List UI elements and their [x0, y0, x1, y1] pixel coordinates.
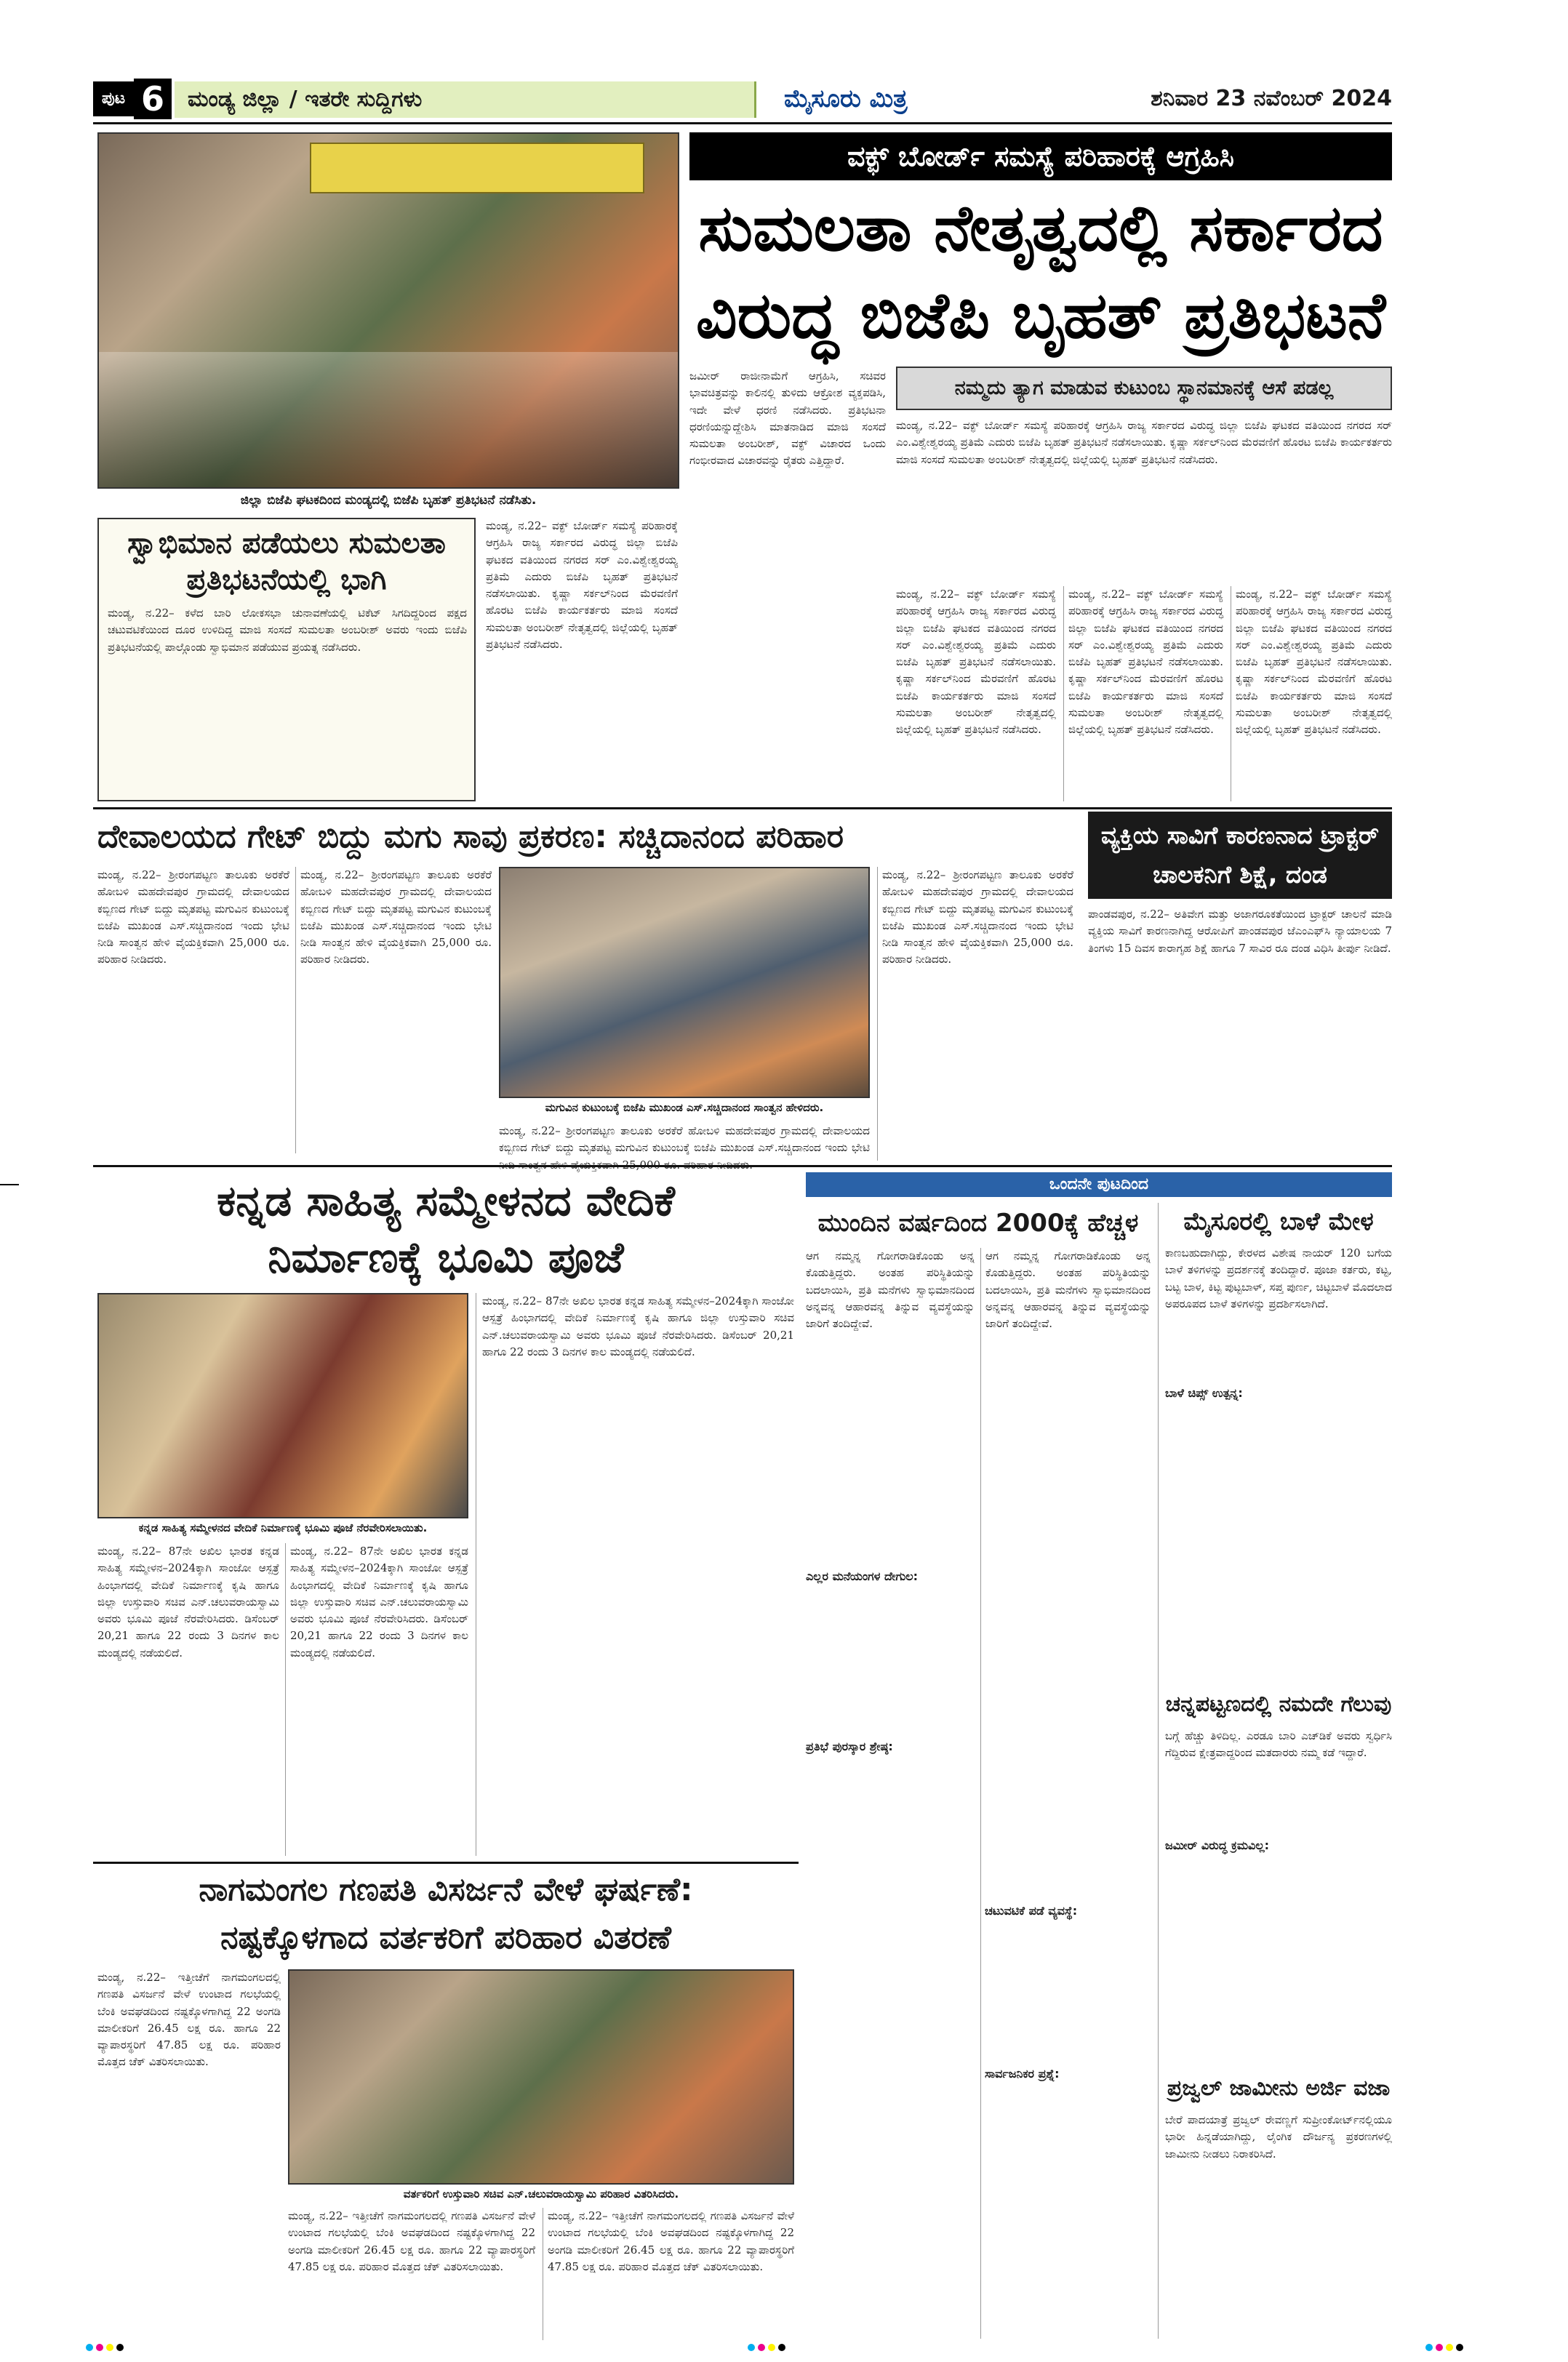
- sahitya-body-col2: ಮಂಡ್ಯ, ನ.22– 87ನೇ ಅಖಿಲ ಭಾರತ ಕನ್ನಡ ಸಾಹಿತ್ಯ ಸಮ್ಮೇಳನ–2024ಕ್ಕಾಗಿ ಸಾಂಜೋ ಆಸ್ಪತ್ರೆ ಹಿಂಭಾಗದಲ್ಲಿ ವೇದಿಕೆ ನಿರ್ಮಾಣಕ್ಕೆ ಕೃಷಿ ಹಾಗೂ ಜಿಲ್ಲಾ ಉಸ್ತುವಾರಿ ಸಚಿವ ಎನ್.ಚಲುವರಾಯಸ್ವಾಮಿ ಅವರು ಭೂಮಿ ಪೂಜೆ ನೆರವೇರಿಸಿದರು. ಡಿಸೆಂಬರ್ 20,21 ಹಾಗೂ 22 ರಂದು 3 ದಿನಗಳ ಕಾಲ ಮಂಡ್ಯದಲ್ಲಿ ನಡೆಯಲಿದೆ.: [285, 1543, 468, 1856]
- registration-marks-right: [1425, 2340, 1498, 2352]
- tractor-title: ವ್ಯಕ್ತಿಯ ಸಾವಿಗೆ ಕಾರಣನಾದ ಟ್ರಾಕ್ಟರ್ ಚಾಲಕನಿಗೆ ಶಿಕ್ಷೆ, ದಂಡ: [1100, 821, 1380, 889]
- side-story-body: ಮಂಡ್ಯ, ನ.22– ಕಳೆದ ಬಾರಿ ಲೋಕಸಭಾ ಚುನಾವಣೆಯಲ್ಲಿ ಟಿಕೆಟ್ ಸಿಗದಿದ್ದರಿಂದ ಪಕ್ಷದ ಚಟುವಟಿಕೆಯಿಂದ ದೂರ ಉಳಿದಿದ್ದ ಮಾಜಿ ಸಂಸದೆ ಸುಮಲತಾ ಅಂಬರೀಶ್ ಅವರು ಇಂದು ಬಿಜೆಪಿ ಪ್ರತಿಭಟನೆಯಲ್ಲಿ ಪಾಲ್ಗೊಂಡು ಸ್ವಾಭಿಮಾನ ಪಡೆಯುವ ಪ್ರಯತ್ನ ನಡೆಸಿದರು.: [108, 606, 467, 654]
- flash-story3-body: ಬಗ್ಗೆ ಹೆಚ್ಚು ತಿಳಿದಿಲ್ಲ. ಎರಡೂ ಬಾರಿ ಎಚ್‌ಡಿಕೆ ಅವರು ಸ್ವರ್ಧಿಸಿ ಗೆದ್ದಿರುವ ಕ್ಷೇತ್ರವಾದ್ದರಿಂದ ಮತದಾರರು ನಮ್ಮ ಕಡೆ ಇದ್ದಾರೆ.: [1165, 1729, 1392, 1760]
- flash-divider: [1158, 1203, 1159, 2339]
- lead-col-left: ಜಮೀರ್ ರಾಜೀನಾಮೆಗೆ ಆಗ್ರಹಿಸಿ, ಸಚಿವರ ಭಾವಚಿತ್ರವನ್ನು ಕಾಲಿನಲ್ಲಿ ತುಳಿದು ಆಕ್ರೋಶ ವ್ಯಕ್ತಪಡಿಸಿ, ಇದೇ ವೇಳೆ ಧರಣಿ ನಡೆಸಿದರು. ಪ್ರತಿಭಟನಾ ಧರಣಿಯನ್ನುದ್ದೇಶಿಸಿ ಮಾತನಾಡಿದ ಮಾಜಿ ಸಂಸದೆ ಸುಮಲತಾ ಅಂಬರೀಶ್, ವಕ್ಫ್ ವಿಚಾರದ ಒಂದು ಗಂಭೀರವಾದ ವಿಚಾರವನ್ನು ರೈತರು ಎತ್ತಿದ್ದಾರೆ.: [689, 369, 886, 468]
- section-rule-1: [93, 807, 1392, 809]
- flash-story1-subhead1: ಎಲ್ಲರ ಮನೆಯಂಗಳ ದೇಗುಲ:: [806, 1569, 975, 1588]
- flash-story2-title: ಮೈಸೂರಲ್ಲಿ ಬಾಳೆ ಮೇಳ: [1183, 1207, 1374, 1236]
- flash-story1-col1: ಆಗ ನಮ್ಮನ್ನ ಗೋಗರಾಡಿಕೊಂಡು ಅನ್ನ ಕೊಡುತ್ತಿದ್ದರು. ಅಂತಹ ಪರಿಸ್ಥಿತಿಯನ್ನು ಬದಲಾಯಿಸಿ, ಪ್ರತಿ ಮನೆಗಳು ಸ್ವಾಭಿಮಾನದಿಂದ ಅನ್ನವನ್ನ ಆಹಾರವನ್ನ ತಿನ್ನುವ ವ್ಯವಸ್ಥೆಯನ್ನು ಜಾರಿಗೆ ತಂದಿದ್ದೇವೆ.: [806, 1249, 975, 1330]
- flash-story3-subhead: ಜಮೀರ್ ವಿರುದ್ಧ ಕ್ರಮವಿಲ್ಲ:: [1165, 1838, 1392, 1857]
- flash-story1-subhead3: ಚಟುವಟಿಕೆ ಪಡೆ ವ್ಯವಸ್ಥೆ:: [985, 1904, 1151, 1923]
- lead-title-line1: ಸುಮಲತಾ ನೇತೃತ್ವದಲ್ಲಿ ಸರ್ಕಾರದ: [698, 191, 1383, 265]
- flashback-banner-text: ಒಂದನೇ ಪುಟದಿಂದ: [1049, 1175, 1149, 1193]
- lead-kicker: ವಕ್ಫ್ ಬೋರ್ಡ್ ಸಮಸ್ಯೆ ಪರಿಹಾರಕ್ಕೆ ಆಗ್ರಹಿಸಿ: [847, 140, 1234, 172]
- page-label-box: [93, 81, 134, 116]
- temple-photo: [499, 867, 870, 1098]
- temple-body-col3: ಮಂಡ್ಯ, ನ.22– ಶ್ರೀರಂಗಪಟ್ಟಣ ತಾಲೂಕು ಅರಕೆರೆ ಹೋಬಳಿ ಮಹದೇವಪುರ ಗ್ರಾಮದಲ್ಲಿ ದೇವಾಲಯದ ಕಬ್ಬಿಣದ ಗೇಟ್ ಬಿದ್ದು ಮೃತಪಟ್ಟ ಮಗುವಿನ ಕುಟುಂಬಕ್ಕೆ ಬಿಜೆಪಿ ಮುಖಂಡ ಎಸ್.ಸಚ್ಚಿದಾನಂದ ಇಂದು ಭೇಟಿ: [499, 1124, 870, 1155]
- nagamangala-body-col3: ಮಂಡ್ಯ, ನ.22– ಇತ್ತೀಚೆಗೆ ನಾಗಮಂಗಲದಲ್ಲಿ ಗಣಪತಿ ವಿಸರ್ಜನೆ ವೇಳೆ ಉಂಟಾದ ಗಲಭೆಯಲ್ಲಿ ಬೆಂಕಿ ಅವಘಡದಿಂದ ನಷ್ಟಕ್ಕೊಳಗಾಗಿದ್ದ 22 ಅಂಗಡಿ ಮಾಲೀಕರಿಗೆ 26.45 ಲಕ್ಷ ರೂ. ಹಾಗೂ 22 ವ್ಯಾಪಾರಸ್ಥರಿಗೆ 47.85 ಲಕ್ಷ ರೂ. ಪರಿಹಾರ ಮೊತ್ತದ ಚೆಕ್ ವಿತರಿಸಲಾಯಿತು.: [543, 2208, 794, 2340]
- section-rule-3: [93, 1862, 799, 1864]
- sahitya-photo-caption: ಕನ್ನಡ ಸಾಹಿತ್ಯ ಸಮ್ಮೇಳನದ ವೇದಿಕೆ ನಿರ್ಮಾಣಕ್ಕೆ ಭೂಮಿ ಪೂಜೆ ನೆರವೇರಿಸಲಾಯಿತು.: [138, 1521, 428, 1534]
- registration-marks-center: [748, 2340, 820, 2352]
- side-story-title: ಸ್ವಾಭಿಮಾನ ಪಡೆಯಲು ಸುಮಲತಾ ಪ್ರತಿಭಟನೆಯಲ್ಲಿ ಭಾಗಿ: [127, 527, 446, 596]
- nagamangala-body-col1: ಮಂಡ್ಯ, ನ.22– ಇತ್ತೀಚೆಗೆ ನಾಗಮಂಗಲದಲ್ಲಿ ಗಣಪತಿ ವಿಸರ್ಜನೆ ವೇಳೆ ಉಂಟಾದ ಗಲಭೆಯಲ್ಲಿ ಬೆಂಕಿ ಅವಘಡದಿಂದ ನಷ್ಟಕ್ಕೊಳಗಾಗಿದ್ದ 22 ಅಂಗಡಿ ಮಾಲೀಕರಿಗೆ 26.45 ಲಕ್ಷ ರೂ. ಹಾಗೂ 22 ವ್ಯಾಪಾರಸ್ಥರಿಗೆ 47.85 ಲಕ್ಷ ರೂ. ಪರಿಹಾರ ಮೊತ್ತದ ಚೆಕ್ ವಿತರಿಸಲಾಯಿತು.: [97, 1971, 281, 2069]
- paper-name: ಮೈಸೂರು ಮಿತ್ರ: [784, 84, 908, 113]
- lead-quote: ನಮ್ಮದು ತ್ಯಾಗ ಮಾಡುವ ಕುಟುಂಬ ಸ್ಥಾನಮಾನಕ್ಕೆ ಆಸೆ ಪಡಲ್ಲ: [954, 377, 1334, 399]
- tractor-title-box: [1088, 812, 1392, 899]
- section-title: ಮಂಡ್ಯ ಜಿಲ್ಲಾ / ಇತರೇ ಸುದ್ದಿಗಳು: [188, 87, 423, 112]
- flash-story1-col2: ಆಗ ನಮ್ಮನ್ನ ಗೋಗರಾಡಿಕೊಂಡು ಅನ್ನ ಕೊಡುತ್ತಿದ್ದರು. ಅಂತಹ ಪರಿಸ್ಥಿತಿಯನ್ನು ಬದಲಾಯಿಸಿ, ಪ್ರತಿ ಮನೆಗಳು ಸ್ವಾಭಿಮಾನದಿಂದ ಅನ್ನವನ್ನ ಆಹಾರವನ್ನ ತಿನ್ನುವ ವ್ಯವಸ್ಥೆಯನ್ನು ಜಾರಿಗೆ ತಂದಿದ್ದೇವೆ.: [980, 1248, 1151, 2339]
- flash-story1-subhead4: ಸಾರ್ವಜನಿಕರ ಪ್ರಶ್ನೆ:: [985, 2067, 1151, 2086]
- lead-photo-banner-graphic: [310, 143, 644, 193]
- flash-story1-subhead2: ಪ್ರತಿಭೆ ಪುರಸ್ಕಾರ ಶ್ರೇಷ್ಠ:: [806, 1740, 975, 1758]
- page-number-box: [134, 79, 172, 119]
- flash-story2-body: ಕಾಣಬಹುದಾಗಿದ್ದು, ಕೇರಳದ ವಿಶೇಷ ನಾಯರ್ 120 ಬಗೆಯ ಬಾಳೆ ತಳಿಗಳನ್ನು ಪ್ರದರ್ಶನಕ್ಕೆ ತಂದಿದ್ದಾರೆ. ಪೂಜಾ ಕರ್ತರು, ಕಟ್ಟ, ಬಟ್ಟ ಬಾಳ, ಕಿಟ್ಟ ಪುಟ್ಟಬಾಳ್, ಸಪ್ತ ಪುರ್ಣ, ಚಿಟ್ಟಬಾಳೆ ಮೊದಲಾದ ಅಪರೂಪದ ಬಾಳೆ ತಳಿಗಳನ್ನು ಪ್ರದರ್ಶಿಸಲಾಗಿದೆ.: [1165, 1246, 1392, 1310]
- temple-body-col2: ಮಂಡ್ಯ, ನ.22– ಶ್ರೀರಂಗಪಟ್ಟಣ ತಾಲೂಕು ಅರಕೆರೆ ಹೋಬಳಿ ಮಹದೇವಪುರ ಗ್ರಾಮದಲ್ಲಿ ದೇವಾಲಯದ ಕಬ್ಬಿಣದ ಗೇಟ್ ಬಿದ್ದು ಮೃತಪಟ್ಟ ಮಗುವಿನ ಕುಟುಂಬಕ್ಕೆ ಬಿಜೆಪಿ ಮುಖಂಡ ಎಸ್.ಸಚ್ಚಿದಾನಂದ ಇಂದು ಭೇಟಿ ನೀಡಿ ಸಾಂತ್ವನ ಹೇಳಿ ವೈಯಕ್ತಿಕವಾಗಿ 25,000 ರೂ. ಪರಿಹಾರ ನೀಡಿದರು.: [295, 867, 492, 1153]
- nagamangala-photo-caption: ವರ್ತಕರಿಗೆ ಉಸ್ತುವಾರಿ ಸಚಿವ ಎನ್.ಚಲುವರಾಯಸ್ವಾಮಿ ಪರಿಹಾರ ವಿತರಿಸಿದರು.: [403, 2187, 679, 2201]
- lead-photo: [97, 132, 679, 489]
- lead-kicker-box: [689, 132, 1392, 180]
- flash-story3-title: ಚನ್ನಪಟ್ಟಣದಲ್ಲಿ ನಮದೇ ಗೆಲುವು: [1165, 1692, 1392, 1717]
- masthead-rule: [93, 122, 1392, 124]
- nagamangala-body-col2: ಮಂಡ್ಯ, ನ.22– ಇತ್ತೀಚೆಗೆ ನಾಗಮಂಗಲದಲ್ಲಿ ಗಣಪತಿ ವಿಸರ್ಜನೆ ವೇಳೆ ಉಂಟಾದ ಗಲಭೆಯಲ್ಲಿ ಬೆಂಕಿ ಅವಘಡದಿಂದ ನಷ್ಟಕ್ಕೊಳಗಾಗಿದ್ದ 22 ಅಂಗಡಿ ಮಾಲೀಕರಿಗೆ 26.45 ಲಕ್ಷ ರೂ. ಹಾಗೂ 22 ವ್ಯಾಪಾರಸ್ಥರಿಗೆ 47.85 ಲಕ್ಷ ರೂ. ಪರಿಹಾರ ಮೊತ್ತದ ಚೆಕ್ ವಿತರಿಸಲಾಯಿತು.: [288, 2209, 535, 2273]
- lead-quote-box: [896, 367, 1392, 410]
- lead-quote-body: ಮಂಡ್ಯ, ನ.22– ವಕ್ಫ್ ಬೋರ್ಡ್ ಸಮಸ್ಯೆ ಪರಿಹಾರಕ್ಕೆ ಆಗ್ರಹಿಸಿ ರಾಜ್ಯ ಸರ್ಕಾರದ ವಿರುದ್ಧ ಜಿಲ್ಲಾ ಬಿಜೆಪಿ ಘಟಕದ ವತಿಯಿಂದ ನಗರದ ಸರ್ ಎಂ.ವಿಶ್ವೇಶ್ವರಯ್ಯ ಪ್ರತಿಮೆ ಎದುರು ಬಿಜೆಪಿ ಬೃಹತ್ ಪ್ರತಿಭಟನೆ ನಡೆಸಲಾಯಿತು. ಕೃಷ್ಣಾ ಸರ್ಕಲ್‌ನಿಂದ ಮೆರವಣಿಗೆ ಹೊರಟ ಬಿಜೆಪಿ ಕಾರ್ಯಕರ್ತರು ಮಾಜಿ ಸಂಸದೆ ಸುಮಲತಾ ಅಂಬರೀಶ್ ನೇತೃತ್ವದಲ್ಲಿ ಜಿಲ್ಲೆಯಲ್ಲಿ ಬೃಹತ್ ಪ್ರತಿಭಟನೆ ನಡೆಸಿದರು.: [896, 419, 1392, 466]
- sahitya-title-line2: ನಿರ್ಮಾಣಕ್ಕೆ ಭೂಮಿ ಪೂಜೆ: [268, 1233, 624, 1282]
- side-story-box: [97, 518, 476, 801]
- flash-story4-title: ಪ್ರಜ್ವಲ್ ಜಾಮೀನು ಅರ್ಜಿ ವಜಾ: [1167, 2075, 1391, 2101]
- lead-body-col-b: ಮಂಡ್ಯ, ನ.22– ವಕ್ಫ್ ಬೋರ್ಡ್ ಸಮಸ್ಯೆ ಪರಿಹಾರಕ್ಕೆ ಆಗ್ರಹಿಸಿ ರಾಜ್ಯ ಸರ್ಕಾರದ ವಿರುದ್ಧ ಜಿಲ್ಲಾ ಬಿಜೆಪಿ ಘಟಕದ ವತಿಯಿಂದ ನಗರದ ಸರ್ ಎಂ.ವಿಶ್ವೇಶ್ವರಯ್ಯ ಪ್ರತಿಮೆ ಎದುರು ಬಿಜೆಪಿ ಬೃಹತ್ ಪ್ರತಿಭಟನೆ ನಡೆಸಲಾಯಿತು. ಕೃಷ್ಣಾ ಸರ್ಕಲ್‌ನಿಂದ ಮೆರವಣಿಗೆ ಹೊರಟ ಬಿಜೆಪಿ ಕಾರ್ಯಕರ್ತರು ಮಾಜಿ ಸಂಸದೆ ಸುಮಲತಾ ಅಂಬರೀಶ್ ನೇತೃತ್ವದಲ್ಲಿ ಜಿಲ್ಲೆಯಲ್ಲಿ ಬೃಹತ್ ಪ್ರತಿಭಟನೆ ನಡೆಸಿದರು.: [1063, 586, 1223, 801]
- page-number: 6: [140, 79, 164, 119]
- lead-body-col-c: ಮಂಡ್ಯ, ನ.22– ವಕ್ಫ್ ಬೋರ್ಡ್ ಸಮಸ್ಯೆ ಪರಿಹಾರಕ್ಕೆ ಆಗ್ರಹಿಸಿ ರಾಜ್ಯ ಸರ್ಕಾರದ ವಿರುದ್ಧ ಜಿಲ್ಲಾ ಬಿಜೆಪಿ ಘಟಕದ ವತಿಯಿಂದ ನಗರದ ಸರ್ ಎಂ.ವಿಶ್ವೇಶ್ವರಯ್ಯ ಪ್ರತಿಮೆ ಎದುರು ಬಿಜೆಪಿ ಬೃಹತ್ ಪ್ರತಿಭಟನೆ ನಡೆಸಲಾಯಿತು. ಕೃಷ್ಣಾ ಸರ್ಕಲ್‌ನಿಂದ ಮೆರವಣಿಗೆ ಹೊರಟ ಬಿಜೆಪಿ ಕಾರ್ಯಕರ್ತರು ಮಾಜಿ ಸಂಸದೆ ಸುಮಲತಾ ಅಂಬರೀಶ್ ನೇತೃತ್ವದಲ್ಲಿ ಜಿಲ್ಲೆಯಲ್ಲಿ ಬೃಹತ್ ಪ್ರತಿಭಟನೆ ನಡೆಸಿದರು.: [1231, 586, 1392, 801]
- lead-photo-crowd-graphic: [99, 352, 678, 487]
- flash-story1-title: ಮುಂದಿನ ವರ್ಷದಿಂದ 2000ಕ್ಕೆ ಹೆಚ್ಚಳ: [817, 1209, 1139, 1238]
- sahitya-photo: [97, 1293, 468, 1518]
- section-strip: [175, 81, 756, 118]
- nagamangala-title-line1: ನಾಗಮಂಗಲ ಗಣಪತಿ ವಿಸರ್ಜನೆ ವೇಳೆ ಘರ್ಷಣೆ:: [199, 1871, 693, 1908]
- sahitya-body-col1: ಮಂಡ್ಯ, ನ.22– 87ನೇ ಅಖಿಲ ಭಾರತ ಕನ್ನಡ ಸಾಹಿತ್ಯ ಸಮ್ಮೇಳನ–2024ಕ್ಕಾಗಿ ಸಾಂಜೋ ಆಸ್ಪತ್ರೆ ಹಿಂಭಾಗದಲ್ಲಿ ವೇದಿಕೆ ನಿರ್ಮಾಣಕ್ಕೆ ಕೃಷಿ ಹಾಗೂ ಜಿಲ್ಲಾ ಉಸ್ತುವಾರಿ ಸಚಿವ ಎನ್.ಚಲುವರಾಯಸ್ವಾಮಿ ಅವರು ಭೂಮಿ ಪೂಜೆ ನೆರವೇರಿಸಿದರು. ಡಿಸೆಂಬರ್ 20,21 ಹಾಗೂ 22 ರಂದು 3 ದಿನಗಳ ಕಾಲ ಮಂಡ್ಯದಲ್ಲಿ ನಡೆಯಲಿದೆ.: [97, 1545, 279, 1660]
- registration-marks-left: [86, 2340, 159, 2352]
- page-label: ಪುಟ: [101, 89, 126, 108]
- flash-story4-body: ಬೇರೆ ಪಾದಯಾತ್ರೆ ಪ್ರಜ್ವಲ್ ರೇವಣ್ಣಗೆ ಸುಪ್ರೀಂಕೋರ್ಟ್‌ನಲ್ಲಿಯೂ ಭಾರೀ ಹಿನ್ನಡೆಯಾಗಿದ್ದು, ಲೈಂಗಿಕ ದೌರ್ಜನ್ಯ ಪ್ರಕರಣಗಳಲ್ಲಿ ಜಾಮೀನು ನೀಡಲು ನಿರಾಕರಿಸಿದೆ.: [1165, 2113, 1392, 2161]
- flash-story2-subhead: ಬಾಳೆ ಚಿಪ್ಸ್ ಉತ್ಪನ್ನ:: [1165, 1386, 1392, 1405]
- masthead-bar: [93, 79, 1392, 119]
- sahitya-title-line1: ಕನ್ನಡ ಸಾಹಿತ್ಯ ಸಮ್ಮೇಳನದ ವೇದಿಕೆ: [217, 1176, 675, 1225]
- sahitya-body-col3: ಮಂಡ್ಯ, ನ.22– 87ನೇ ಅಖಿಲ ಭಾರತ ಕನ್ನಡ ಸಾಹಿತ್ಯ ಸಮ್ಮೇಳನ–2024ಕ್ಕಾಗಿ ಸಾಂಜೋ ಆಸ್ಪತ್ರೆ ಹಿಂಭಾಗದಲ್ಲಿ ವೇದಿಕೆ ನಿರ್ಮಾಣಕ್ಕೆ ಕೃಷಿ ಹಾಗೂ ಜಿಲ್ಲಾ ಉಸ್ತುವಾರಿ ಸಚಿವ ಎನ್.ಚಲುವರಾಯಸ್ವಾಮಿ ಅವರು ಭೂಮಿ ಪೂಜೆ ನೆರವೇರಿಸಿದರು. ಡಿಸೆಂಬರ್ 20,21 ಹಾಗೂ 22 ರಂದು 3 ದಿನಗಳ ಕಾಲ ಮಂಡ್ಯದಲ್ಲಿ ನಡೆಯಲಿದೆ.: [476, 1293, 794, 1856]
- lead-title-line2: ವಿರುದ್ಧ ಬಿಜೆಪಿ ಬೃಹತ್ ಪ್ರತಿಭಟನೆ: [695, 278, 1386, 353]
- temple-title: ದೇವಾಲಯದ ಗೇಟ್ ಬಿದ್ದು ಮಗು ಸಾವು ಪ್ರಕರಣ: ಸಚ್ಚಿದಾನಂದ ಪರಿಹಾರ: [97, 818, 844, 855]
- lead-body-col-mid1: ಮಂಡ್ಯ, ನ.22– ವಕ್ಫ್ ಬೋರ್ಡ್ ಸಮಸ್ಯೆ ಪರಿಹಾರಕ್ಕೆ ಆಗ್ರಹಿಸಿ ರಾಜ್ಯ ಸರ್ಕಾರದ ವಿರುದ್ಧ ಜಿಲ್ಲಾ ಬಿಜೆಪಿ ಘಟಕದ ವತಿಯಿಂದ ನಗರದ ಸರ್ ಎಂ.ವಿಶ್ವೇಶ್ವರಯ್ಯ ಪ್ರತಿಮೆ ಎದುರು ಬಿಜೆಪಿ ಬೃಹತ್ ಪ್ರತಿಭಟನೆ ನಡೆಸಲಾಯಿತು. ಕೃಷ್ಣಾ ಸರ್ಕಲ್‌ನಿಂದ ಮೆರವಣಿಗೆ ಹೊರಟ ಬಿಜೆಪಿ ಕಾರ್ಯಕರ್ತರು ಮಾಜಿ ಸಂಸದೆ ಸುಮಲತಾ ಅಂಬರೀಶ್ ನೇತೃತ್ವದಲ್ಲಿ ಜಿಲ್ಲೆಯಲ್ಲಿ ಬೃಹತ್ ಪ್ರತಿಭಟನೆ ನಡೆಸಿದರು.: [486, 519, 678, 651]
- nagamangala-photo: [288, 1969, 794, 2185]
- flashback-banner: [806, 1172, 1392, 1197]
- temple-photo-caption: ಮಗುವಿನ ಕುಟುಂಬಕ್ಕೆ ಬಿಜೆಪಿ ಮುಖಂಡ ಎಸ್.ಸಚ್ಚಿದಾನಂದ ಸಾಂತ್ವನ ಹೇಳಿದರು.: [545, 1101, 824, 1114]
- temple-body-col1: ಮಂಡ್ಯ, ನ.22– ಶ್ರೀರಂಗಪಟ್ಟಣ ತಾಲೂಕು ಅರಕೆರೆ ಹೋಬಳಿ ಮಹದೇವಪುರ ಗ್ರಾಮದಲ್ಲಿ ದೇವಾಲಯದ ಕಬ್ಬಿಣದ ಗೇಟ್ ಬಿದ್ದು ಮೃತಪಟ್ಟ ಮಗುವಿನ ಕುಟುಂಬಕ್ಕೆ ಬಿಜೆಪಿ ಮುಖಂಡ ಎಸ್.ಸಚ್ಚಿದಾನಂದ ಇಂದು ಭೇಟಿ ನೀಡಿ ಸಾಂತ್ವನ ಹೇಳಿ ವೈಯಕ್ತಿಕವಾಗಿ 25,000 ರೂ. ಪರಿಹಾರ ನೀಡಿದರು.: [97, 868, 289, 966]
- lead-photo-caption: ಜಿಲ್ಲಾ ಬಿಜೆಪಿ ಘಟಕದಿಂದ ಮಂಡ್ಯದಲ್ಲಿ ಬಿಜೆಪಿ ಬೃಹತ್ ಪ್ರತಿಭಟನೆ ನಡೆಸಿತು.: [240, 493, 537, 508]
- temple-body-col4: ಮಂಡ್ಯ, ನ.22– ಶ್ರೀರಂಗಪಟ್ಟಣ ತಾಲೂಕು ಅರಕೆರೆ ಹೋಬಳಿ ಮಹದೇವಪುರ ಗ್ರಾಮದಲ್ಲಿ ದೇವಾಲಯದ ಕಬ್ಬಿಣದ ಗೇಟ್ ಬಿದ್ದು ಮೃತಪಟ್ಟ ಮಗುವಿನ ಕುಟುಂಬಕ್ಕೆ ಬಿಜೆಪಿ ಮುಖಂಡ ಎಸ್.ಸಚ್ಚಿದಾನಂದ ಇಂದು ಭೇಟಿ ನೀಡಿ ಸಾಂತ್ವನ ಹೇಳಿ ವೈಯಕ್ತಿಕವಾಗಿ 25,000 ರೂ. ಪರಿಹಾರ ನೀಡಿದರು.: [877, 867, 1073, 1161]
- tractor-body: ಪಾಂಡವಪುರ, ನ.22– ಅತಿವೇಗ ಮತ್ತು ಅಜಾಗರೂಕತೆಯಿಂದ ಟ್ರಾಕ್ಟರ್ ಚಾಲನೆ ಮಾಡಿ ವ್ಯಕ್ತಿಯ ಸಾವಿಗೆ ಕಾರಣನಾಗಿದ್ದ ಆರೋಪಿಗೆ ಪಾಂಡವಪುರ ಜೆಎಂಎಫ್‌ಸಿ ನ್ಯಾಯಾಲಯ 7 ತಿಂಗಳು 15 ದಿವಸ ಕಾರಾಗೃಹ ಶಿಕ್ಷೆ ಹಾಗೂ 7 ಸಾವಿರ ರೂ ದಂಡ ವಿಧಿಸಿ ತೀರ್ಪು ನೀಡಿದೆ.: [1088, 908, 1392, 955]
- issue-date: ಶನಿವಾರ 23 ನವೆಂಬರ್ 2024: [1151, 86, 1392, 111]
- nagamangala-title-line2: ನಷ್ಟಕ್ಕೊಳಗಾದ ವರ್ತಕರಿಗೆ ಪರಿಹಾರ ವಿತರಣೆ: [220, 1919, 671, 1956]
- section-rule-2: [93, 1165, 1392, 1167]
- side-crop-mark: [0, 1184, 19, 1185]
- lead-body-col-a: ಮಂಡ್ಯ, ನ.22– ವಕ್ಫ್ ಬೋರ್ಡ್ ಸಮಸ್ಯೆ ಪರಿಹಾರಕ್ಕೆ ಆಗ್ರಹಿಸಿ ರಾಜ್ಯ ಸರ್ಕಾರದ ವಿರುದ್ಧ ಜಿಲ್ಲಾ ಬಿಜೆಪಿ ಘಟಕದ ವತಿಯಿಂದ ನಗರದ ಸರ್ ಎಂ.ವಿಶ್ವೇಶ್ವರಯ್ಯ ಪ್ರತಿಮೆ ಎದುರು ಬಿಜೆಪಿ ಬೃಹತ್ ಪ್ರತಿಭಟನೆ ನಡೆಸಲಾಯಿತು. ಕೃಷ್ಣಾ ಸರ್ಕಲ್‌ನಿಂದ ಮೆರವಣಿಗೆ ಹೊರಟ ಬಿಜೆಪಿ ಕಾರ್ಯಕರ್ತರು ಮಾಜಿ ಸಂಸದೆ ಸುಮಲತಾ ಅಂಬರೀಶ್ ನೇತೃತ್ವದಲ್ಲಿ ಜಿಲ್ಲೆಯಲ್ಲಿ ಬೃಹತ್ ಪ್ರತಿಭಟನೆ ನಡೆಸಿದರು.: [896, 588, 1056, 736]
